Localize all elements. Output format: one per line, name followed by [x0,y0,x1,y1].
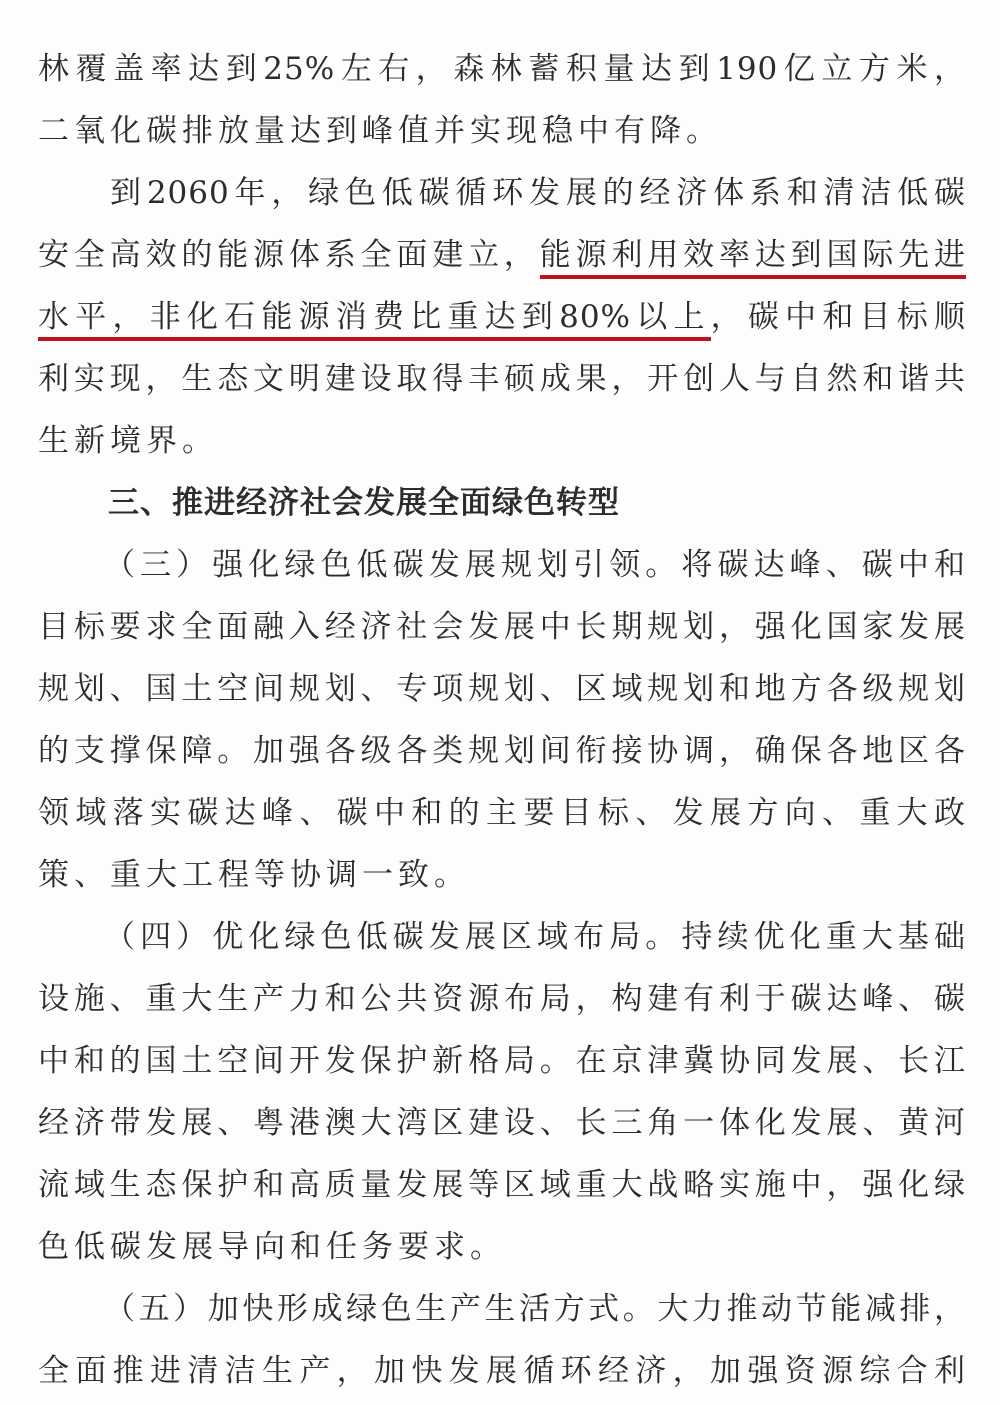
text-line: 目标要求全面融入经济社会发展中长期规划，强化国家发展 [38,609,966,645]
paragraph-start-line: （四）优化绿色低碳发展区域布局。持续优化重大基础 [104,919,966,955]
text-line: 流域生态保护和高质量发展等区域重大战略实施中，强化绿 [38,1167,966,1203]
text-line: 策、重大工程等协调一致。 [38,857,470,893]
text-line: 二氧化碳排放量达到峰值并实现稳中有降。 [38,113,722,149]
text-line: 林覆盖率达到25%左右，森林蓄积量达到190亿立方米， [38,51,966,87]
text-segment: ，碳中和目标顺 [710,299,966,335]
underlined-text: 水平，非化石能源消费比重达到80%以上 [38,299,711,341]
text-segment: 安全高效的能源体系全面建立， [38,237,540,273]
text-line: 利实现，生态文明建设取得丰硕成果，开创人与自然和谐共 [38,361,966,397]
text-line: 领域落实碳达峰、碳中和的主要目标、发展方向、重大政 [38,795,966,831]
text-line: 生新境界。 [38,423,218,459]
paragraph-start-line: 到2060年，绿色低碳循环发展的经济体系和清洁低碳 [110,175,966,211]
text-line-highlighted [38,286,966,348]
text-line: 规划、国土空间规划、专项规划、区域规划和地方各级规划 [38,671,966,707]
paragraph-start-line: （五）加快形成绿色生产生活方式。大力推动节能减排， [104,1291,966,1327]
text-line: 设施、重大生产力和公共资源布局，构建有利于碳达峰、碳 [38,981,966,1017]
paragraph-start-line: （三）强化绿色低碳发展规划引领。将碳达峰、碳中和 [104,547,966,583]
text-line: 中和的国土空间开发保护新格局。在京津冀协同发展、长江 [38,1043,966,1079]
text-line-highlighted [38,224,966,286]
text-line: 全面推进清洁生产，加快发展循环经济，加强资源综合利 [38,1353,966,1389]
text-line: 经济带发展、粤港澳大湾区建设、长三角一体化发展、黄河 [38,1105,966,1141]
section-heading: 三、推进经济社会发展全面绿色转型 [108,485,620,521]
text-line: 色低碳发展导向和任务要求。 [38,1229,506,1265]
text-line: 的支撑保障。加强各级各类规划间衔接协调，确保各地区各 [38,733,966,769]
underlined-text: 能源利用效率达到国际先进 [540,237,966,279]
